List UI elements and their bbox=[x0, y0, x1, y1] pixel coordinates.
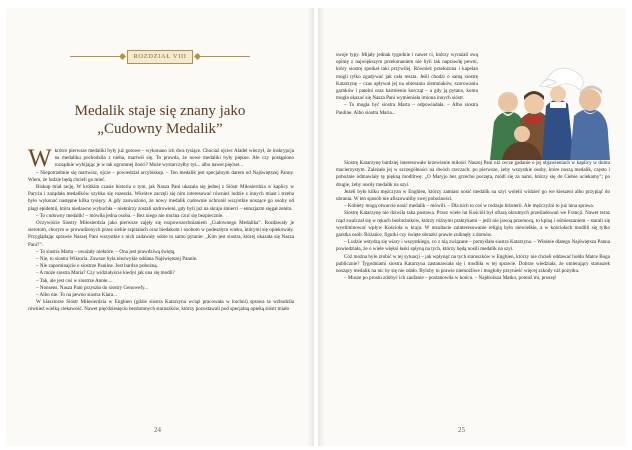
paragraph: – Tak, ale jest coś w siostrze Annie.... bbox=[36, 277, 113, 284]
paragraph: – Nonsens. Nasza Pani przyszła do siostry Genowefy... bbox=[36, 284, 149, 291]
paragraph: Jeżeli było kilku mężczyzn w Enghien, którzy zamiast nosić medalik na szyi wolelii widzieć go we kieszeni albo przypiąć do ubrania. W ten sposób nie afiszowaliby swej pobożności. bbox=[336, 188, 610, 203]
paragraph: – To cudowny medalik! – mówiła jedna osoba. – Bez niego nie można czuć się bezpiecznie. bbox=[36, 212, 224, 219]
page-number-left: 24 bbox=[154, 426, 161, 434]
paragraph: W klasztorze Sióstr Miłosierdzia w Enghien (gdzie siostra Katarzyna wciąż pracowała w kuchni) sprawa ta wzbudziła również wielką ciekawość. Nawet pięćdziesięciu bezdomnych staruszków, którzy pozostawali pod specjalną opieką sióstr miało bbox=[28, 299, 294, 313]
paragraph: – Niepotrzebnie się martwisz, ojcze – powiedział arcybiskup. – Ten medalik jest specjalnym darem od Najświętszej Panny. Wiem, że ludzie będą chcieli go mieć. bbox=[28, 169, 294, 183]
banner-rule-right bbox=[196, 56, 250, 57]
paragraph: Biskup miał rację. W krótkim czasie historia o tym, jak Nasza Pani ukazała się jednej z Sióstr Miłosierdzia w kaplicy w Paryżu i zażądała medalików szybko się rozeszła. Wkrótce zaczęli się nim interesować również ludzie z innych miast i trzeba było wykonać następne kilka tysięcy. A gdy zauważono, że nowy medalik cudownie uchronił wszystkie noszące go osoby od plagi epidemii, która niedawno wybuchła – niektórzy zostali uzdrowieni, gdy byli już na skraju śmierci – entuzjazm sięgał zenitu. bbox=[28, 184, 294, 212]
paragraph: – Ludzie wstydzą się wiary i wszystkiego, co z nią związane – pomyślała siostra Katarzyna. – Właśnie dlatego Najświętsza Panna powiedziała, że o wiele więksi łaski spłyną na tych, którzy będą nosili medalik na szyi. bbox=[336, 239, 610, 253]
right-page bbox=[318, 8, 626, 446]
left-body-text bbox=[28, 145, 294, 314]
chapter-box bbox=[127, 50, 193, 64]
right-body-text bbox=[336, 160, 610, 282]
chapter-banner bbox=[70, 50, 250, 64]
left-page bbox=[6, 8, 314, 446]
paragraph: Siostrę Katarzynę bardziej interesowało krzewienie miłości Naszej Pani niż cecze gadanie o jej objawieniach w kaplicy w domu macierzystym. Zależało jej w szczególności na dwóch rzeczach: po pierwsze, żeby wszystkie osoby, które noszą medalik, często i pobożnie odmawiały tę piękną modlitwę: „O Maryjo bez grzechu poczęta, módl się za nami, którzy się do Ciebie uciekamy”; po drugie, żeby nosiły medalik na szyi. bbox=[336, 160, 610, 188]
paragraph: Oczywiście Siostry Miłosierdzia jako pierwsze zajęły się rozpowszechnianiem „Cudownego Medalika”. Rozdawały je sierotom, chorym w prowadzonych przez siebie szpitalach oraz biedakom i osobom w podeszłym wieku, którymi się opiekowały. Przyglądając sprawie Naszej Pani wszystkie z nich zadawały sobie to samo pytanie: „Kim jest siostra, której ukazała się Nasza Pani?”. bbox=[28, 220, 294, 248]
paragraph: – A może siostra Maria? Czy widziałyście kiedyś jak ona się modli? bbox=[36, 270, 175, 277]
chapter-title-line-1: Medalik staje się znany jako bbox=[74, 103, 246, 119]
chapter-label: ROZDZIAŁ VIII bbox=[133, 53, 187, 60]
paragraph: – Kobiety mogą otwarcie nosić medalik – mówili. – Dla nich to coś w rodzaju biżuterii. Ale mężczyźni to już inna sprawa. bbox=[344, 203, 595, 210]
page-number-right: 25 bbox=[458, 426, 465, 434]
paragraph: – To mogła być siostra Marta – odpowiadała. – Albo siostra Pauline. Albo siostra Maria... bbox=[336, 102, 478, 116]
illustration-sister-with-elderly-men bbox=[486, 50, 614, 160]
paragraph: Cóż można było zrobić w tej sytuacji – jak wpłynąć na tych staruszków w Enghien, którzy nie chcieli oddawać hołdu Matce Boga publicznie? Tygodniami siostra Katarzyna zastanawiała się i modliła w tej sprawie. Dobrze wiedziała, że umierający staruszek noszący medalik na nic by się nie zdało. Byloby to prawie niemożliwe i mogłoby przynieść więcej szkody niż pożytku. bbox=[336, 253, 610, 275]
paragraph: – Musze po prostu zdobyć ich zaufanie – postanowiła w końcu. – Najdroższa Matko, pomóż mi, proszę! bbox=[344, 275, 557, 282]
chapter-title bbox=[36, 102, 284, 138]
drop-cap: W bbox=[28, 145, 52, 172]
paragraph: Siostrę Katarzynę nie dziwiła taka postawa. Przez wiele lat Kościół był ofiarą okrutnych prześladowań we Francji. Nawet teraz rząd zwalczał się w rękach bezbożników, którzy różnymi praktykami – jeśli nie jawną przemocą, to kpiną i ośmieszaniem – starali się wyeliminować wpływ Kościoła w kraju. W rezultacie zainteresowanie religią było niewielkie, a w kościołach modlili się tylko garstka osób. Różańce, figurki czy święte obrazki prawie zniknęły z domów. bbox=[336, 210, 610, 239]
paragraph: – Nie, to siostra Wiktoria. Zawsze była niezwykle oddana Najświętszej Pannie. bbox=[36, 256, 198, 263]
paragraph: – Nie zapominajcie o siostrze Pauline. Jest bardzo pobożną. bbox=[36, 263, 158, 270]
chapter-title-line-2: „Cudowny Medalik” bbox=[97, 121, 223, 137]
paragraph: – To siostra Marta – uważały niektóre. – Ona jest prawdziwą świętą. bbox=[36, 248, 176, 255]
paragraph: Wkrótce pierwsze medaliki były już gotowe – wykonano ich dwa tysiące. Chociaż ojciec Aladel wierzył, że inskrypcja na medaliku pochodziła z nieba, martwił się. To prawda, że nowe medaliki były piękne. Ale czy postąpiono rozsądnie wybijając je w tak ogromnej ilości? Może wystarczyłby tyś... albo nawet pięćset... bbox=[28, 145, 294, 172]
banner-rule-left bbox=[70, 56, 124, 57]
right-top-text bbox=[336, 52, 478, 117]
banner-ornament-left-icon bbox=[119, 53, 126, 60]
paragraph: swoje typy. Mijały jednak tygodnie i nawet ci, którzy wyrażali swą opinię z największym przekonaniem nie byli tak naprawdę pewni, który siostrę spotkał taki przywilej. Również przełożona i kapelan mogli tylko zgadywać jak cała reszta. Jeśli chodzi o samą siostrę Katarzynę – czas upływał jej na obieraniu ziemniaków, szorowaniu garnków i patelni oraz karmieniu kurcząt – a gdy ją pytano, komu mogła ukazać się Nasza Pani wymieniała imiona innych sióstr. bbox=[336, 52, 478, 102]
paragraph: – Albo nie. To na pewno siostra Klara... bbox=[36, 292, 117, 299]
